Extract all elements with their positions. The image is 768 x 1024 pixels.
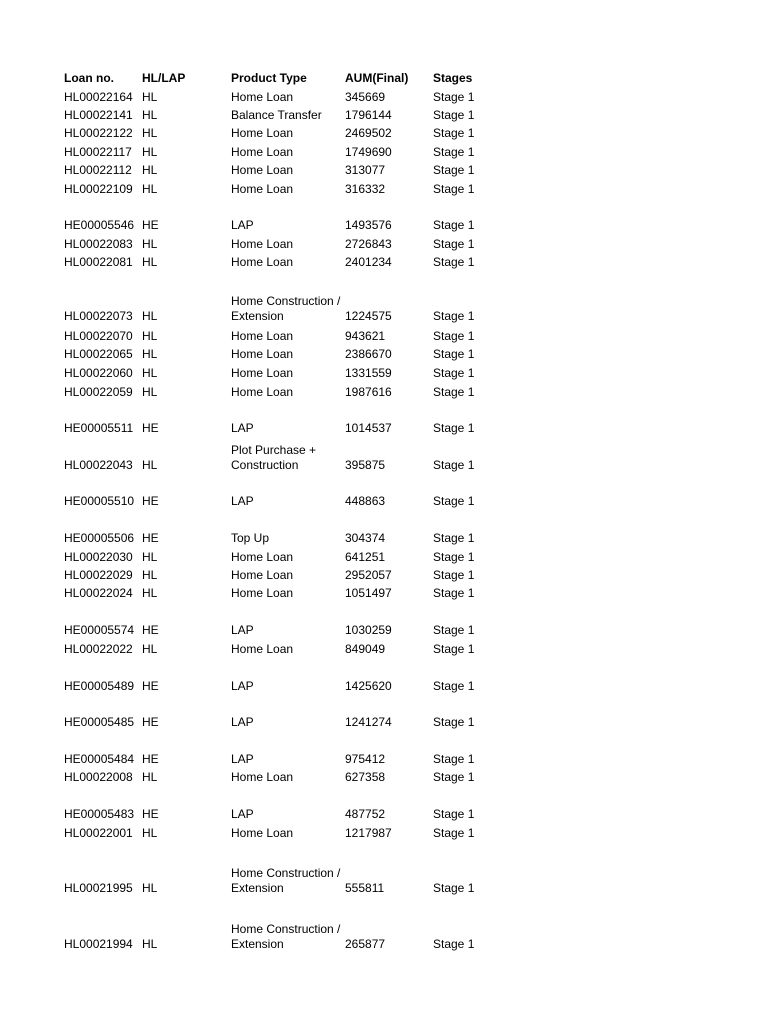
product-type-cell: LAP bbox=[231, 752, 254, 766]
header-hl-lap: HL/LAP bbox=[142, 71, 186, 85]
stage-cell: Stage 1 bbox=[433, 237, 475, 251]
loan-no-cell: HE00005511 bbox=[64, 421, 134, 435]
hl-lap-cell: HE bbox=[142, 421, 159, 435]
stage-cell: Stage 1 bbox=[433, 385, 475, 399]
aum-cell: 1241274 bbox=[345, 715, 392, 729]
hl-lap-cell: HL bbox=[142, 550, 158, 564]
hl-lap-cell: HL bbox=[142, 163, 158, 177]
table-row bbox=[0, 622, 768, 638]
hl-lap-cell: HE bbox=[142, 715, 159, 729]
stage-cell: Stage 1 bbox=[433, 255, 475, 269]
product-type-cell: LAP bbox=[231, 715, 254, 729]
stage-cell: Stage 1 bbox=[433, 494, 475, 508]
table-row bbox=[0, 549, 768, 565]
stage-cell: Stage 1 bbox=[433, 108, 475, 122]
header-stages: Stages bbox=[433, 71, 473, 85]
hl-lap-cell: HL bbox=[142, 642, 158, 656]
table-row bbox=[0, 806, 768, 822]
aum-cell: 849049 bbox=[345, 642, 386, 656]
hl-lap-cell: HL bbox=[142, 458, 158, 472]
aum-cell: 1749690 bbox=[345, 145, 392, 159]
hl-lap-cell: HE bbox=[142, 494, 159, 508]
aum-cell: 2952057 bbox=[345, 568, 392, 582]
product-type-cell: Home Construction / Extension bbox=[231, 294, 341, 323]
loan-no-cell: HL00022122 bbox=[64, 126, 133, 140]
hl-lap-cell: HE bbox=[142, 218, 159, 232]
table-row bbox=[0, 493, 768, 509]
loan-no-cell: HE00005483 bbox=[64, 807, 135, 821]
stage-cell: Stage 1 bbox=[433, 163, 475, 177]
loan-no-cell: HL00022059 bbox=[64, 385, 133, 399]
loan-no-cell: HL00022081 bbox=[64, 255, 133, 269]
aum-cell: 345669 bbox=[345, 90, 386, 104]
aum-cell: 2726843 bbox=[345, 237, 392, 251]
product-type-cell: Home Loan bbox=[231, 182, 294, 196]
loan-no-cell: HL00022073 bbox=[64, 309, 133, 323]
hl-lap-cell: HL bbox=[142, 145, 158, 159]
loan-no-cell: HL00022065 bbox=[64, 347, 133, 361]
hl-lap-cell: HL bbox=[142, 568, 158, 582]
loan-no-cell: HL00021995 bbox=[64, 881, 133, 895]
aum-cell: 265877 bbox=[345, 937, 386, 951]
aum-cell: 2386670 bbox=[345, 347, 392, 361]
table-row bbox=[0, 751, 768, 767]
loan-no-cell: HL00022029 bbox=[64, 568, 133, 582]
stage-cell: Stage 1 bbox=[433, 937, 475, 951]
table-row bbox=[0, 107, 768, 123]
hl-lap-cell: HL bbox=[142, 385, 158, 399]
hl-lap-cell: HE bbox=[142, 679, 159, 693]
stage-cell: Stage 1 bbox=[433, 623, 475, 637]
hl-lap-cell: HE bbox=[142, 752, 159, 766]
stage-cell: Stage 1 bbox=[433, 366, 475, 380]
aum-cell: 1796144 bbox=[345, 108, 392, 122]
table-row bbox=[0, 328, 768, 344]
loan-no-cell: HL00022001 bbox=[64, 826, 133, 840]
header-aum: AUM(Final) bbox=[345, 71, 409, 85]
stage-cell: Stage 1 bbox=[433, 586, 475, 600]
table-row bbox=[0, 217, 768, 233]
aum-cell: 1331559 bbox=[345, 366, 392, 380]
loan-no-cell: HL00022109 bbox=[64, 182, 133, 196]
stage-cell: Stage 1 bbox=[433, 90, 475, 104]
hl-lap-cell: HL bbox=[142, 237, 158, 251]
loan-no-cell: HL00022022 bbox=[64, 642, 133, 656]
stage-cell: Stage 1 bbox=[433, 145, 475, 159]
hl-lap-cell: HL bbox=[142, 309, 158, 323]
loan-no-cell: HE00005574 bbox=[64, 623, 135, 637]
product-type-cell: Top Up bbox=[231, 531, 270, 545]
table-row bbox=[0, 567, 768, 583]
loan-no-cell: HE00005485 bbox=[64, 715, 135, 729]
product-type-cell: LAP bbox=[231, 494, 254, 508]
product-type-cell: Balance Transfer bbox=[231, 108, 322, 122]
stage-cell: Stage 1 bbox=[433, 881, 475, 895]
hl-lap-cell: HL bbox=[142, 347, 158, 361]
product-type-cell: Home Construction / Extension bbox=[231, 866, 341, 895]
hl-lap-cell: HE bbox=[142, 807, 159, 821]
table-row bbox=[0, 678, 768, 694]
hl-lap-cell: HL bbox=[142, 90, 158, 104]
stage-cell: Stage 1 bbox=[433, 347, 475, 361]
aum-cell: 1051497 bbox=[345, 586, 392, 600]
product-type-cell: Home Loan bbox=[231, 126, 294, 140]
aum-cell: 2401234 bbox=[345, 255, 392, 269]
hl-lap-cell: HL bbox=[142, 586, 158, 600]
table-row bbox=[0, 769, 768, 785]
aum-cell: 304374 bbox=[345, 531, 386, 545]
product-type-cell: Home Loan bbox=[231, 385, 294, 399]
hl-lap-cell: HL bbox=[142, 126, 158, 140]
product-type-cell: LAP bbox=[231, 807, 254, 821]
product-type-cell: LAP bbox=[231, 623, 254, 637]
table-row bbox=[0, 236, 768, 252]
loan-no-cell: HE00005510 bbox=[64, 494, 135, 508]
hl-lap-cell: HE bbox=[142, 531, 159, 545]
table-row bbox=[0, 420, 768, 436]
stage-cell: Stage 1 bbox=[433, 770, 475, 784]
stage-cell: Stage 1 bbox=[433, 807, 475, 821]
stage-cell: Stage 1 bbox=[433, 826, 475, 840]
loan-no-cell: HL00022141 bbox=[64, 108, 133, 122]
hl-lap-cell: HL bbox=[142, 366, 158, 380]
loan-no-cell: HE00005506 bbox=[64, 531, 135, 545]
table-row bbox=[0, 144, 768, 160]
loan-no-cell: HL00022043 bbox=[64, 458, 133, 472]
loan-no-cell: HL00022030 bbox=[64, 550, 133, 564]
table-row bbox=[0, 585, 768, 601]
aum-cell: 448863 bbox=[345, 494, 386, 508]
stage-cell: Stage 1 bbox=[433, 126, 475, 140]
aum-cell: 1425620 bbox=[345, 679, 392, 693]
loan-no-cell: HL00022083 bbox=[64, 237, 133, 251]
header-loan-no: Loan no. bbox=[64, 71, 114, 85]
hl-lap-cell: HE bbox=[142, 623, 159, 637]
product-type-cell: Home Loan bbox=[231, 366, 294, 380]
stage-cell: Stage 1 bbox=[433, 309, 475, 323]
stage-cell: Stage 1 bbox=[433, 568, 475, 582]
aum-cell: 1493576 bbox=[345, 218, 392, 232]
aum-cell: 1987616 bbox=[345, 385, 392, 399]
hl-lap-cell: HL bbox=[142, 826, 158, 840]
product-type-cell: Plot Purchase + Construction bbox=[231, 443, 317, 472]
table-row bbox=[0, 530, 768, 546]
aum-cell: 641251 bbox=[345, 550, 386, 564]
stage-cell: Stage 1 bbox=[433, 182, 475, 196]
loan-no-cell: HE00005484 bbox=[64, 752, 135, 766]
loan-no-cell: HE00005489 bbox=[64, 679, 135, 693]
hl-lap-cell: HL bbox=[142, 937, 158, 951]
product-type-cell: Home Loan bbox=[231, 255, 294, 269]
stage-cell: Stage 1 bbox=[433, 550, 475, 564]
hl-lap-cell: HL bbox=[142, 881, 158, 895]
product-type-cell: Home Loan bbox=[231, 586, 294, 600]
product-type-cell: Home Loan bbox=[231, 770, 294, 784]
table-row bbox=[0, 641, 768, 657]
product-type-cell: Home Loan bbox=[231, 550, 294, 564]
loan-no-cell: HE00005546 bbox=[64, 218, 135, 232]
loan-no-cell: HL00022117 bbox=[64, 145, 132, 159]
table-row bbox=[0, 921, 768, 952]
loan-no-cell: HL00022112 bbox=[64, 163, 132, 177]
product-type-cell: Home Loan bbox=[231, 90, 294, 104]
loan-no-cell: HL00022164 bbox=[64, 90, 133, 104]
table-row bbox=[0, 865, 768, 896]
stage-cell: Stage 1 bbox=[433, 458, 475, 472]
product-type-cell: Home Loan bbox=[231, 642, 294, 656]
stage-cell: Stage 1 bbox=[433, 329, 475, 343]
product-type-cell: Home Loan bbox=[231, 145, 294, 159]
table-row bbox=[0, 181, 768, 197]
stage-cell: Stage 1 bbox=[433, 679, 475, 693]
table-row bbox=[0, 714, 768, 730]
table-row bbox=[0, 293, 768, 324]
stage-cell: Stage 1 bbox=[433, 421, 475, 435]
aum-cell: 975412 bbox=[345, 752, 386, 766]
table-row bbox=[0, 365, 768, 381]
table-row bbox=[0, 825, 768, 841]
hl-lap-cell: HL bbox=[142, 255, 158, 269]
hl-lap-cell: HL bbox=[142, 108, 158, 122]
stage-cell: Stage 1 bbox=[433, 531, 475, 545]
loan-no-cell: HL00022024 bbox=[64, 586, 133, 600]
table-row bbox=[0, 384, 768, 400]
table-row bbox=[0, 89, 768, 105]
aum-cell: 313077 bbox=[345, 163, 386, 177]
product-type-cell: Home Loan bbox=[231, 568, 294, 582]
header-product-type: Product Type bbox=[231, 71, 307, 85]
hl-lap-cell: HL bbox=[142, 770, 158, 784]
aum-cell: 627358 bbox=[345, 770, 386, 784]
aum-cell: 1224575 bbox=[345, 309, 392, 323]
stage-cell: Stage 1 bbox=[433, 752, 475, 766]
stage-cell: Stage 1 bbox=[433, 642, 475, 656]
product-type-cell: Home Loan bbox=[231, 163, 294, 177]
product-type-cell: Home Loan bbox=[231, 329, 294, 343]
aum-cell: 1030259 bbox=[345, 623, 392, 637]
aum-cell: 2469502 bbox=[345, 126, 392, 140]
table-row bbox=[0, 442, 768, 473]
product-type-cell: Home Loan bbox=[231, 347, 294, 361]
table-row bbox=[0, 125, 768, 141]
aum-cell: 487752 bbox=[345, 807, 386, 821]
aum-cell: 943621 bbox=[345, 329, 386, 343]
loan-no-cell: HL00022060 bbox=[64, 366, 133, 380]
header-row bbox=[0, 70, 768, 86]
hl-lap-cell: HL bbox=[142, 182, 158, 196]
aum-cell: 1014537 bbox=[345, 421, 392, 435]
product-type-cell: LAP bbox=[231, 679, 254, 693]
product-type-cell: Home Loan bbox=[231, 826, 294, 840]
product-type-cell: Home Loan bbox=[231, 237, 294, 251]
loan-no-cell: HL00022008 bbox=[64, 770, 133, 784]
product-type-cell: LAP bbox=[231, 218, 254, 232]
loan-no-cell: HL00022070 bbox=[64, 329, 133, 343]
table-row bbox=[0, 162, 768, 178]
table-row bbox=[0, 254, 768, 270]
aum-cell: 555811 bbox=[345, 881, 385, 895]
loan-no-cell: HL00021994 bbox=[64, 937, 133, 951]
table-row bbox=[0, 346, 768, 362]
aum-cell: 1217987 bbox=[345, 826, 392, 840]
stage-cell: Stage 1 bbox=[433, 218, 475, 232]
product-type-cell: Home Construction / Extension bbox=[231, 922, 341, 951]
aum-cell: 395875 bbox=[345, 458, 386, 472]
product-type-cell: LAP bbox=[231, 421, 254, 435]
aum-cell: 316332 bbox=[345, 182, 386, 196]
stage-cell: Stage 1 bbox=[433, 715, 475, 729]
hl-lap-cell: HL bbox=[142, 329, 158, 343]
